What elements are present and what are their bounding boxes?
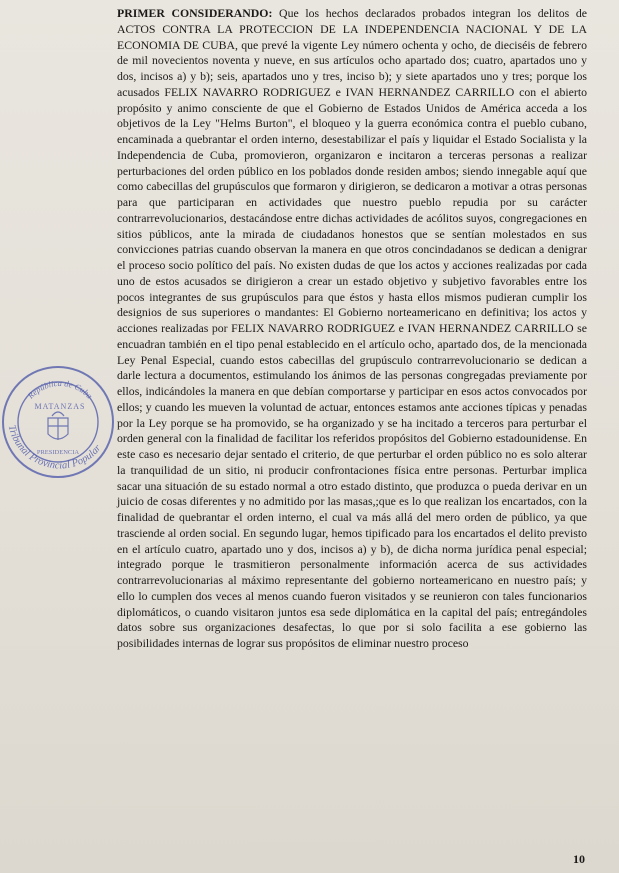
lead-heading: PRIMER CONSIDERANDO: xyxy=(117,6,273,20)
coat-of-arms-icon xyxy=(48,412,68,440)
seal-lower-text: PRESIDENCIA xyxy=(36,449,80,456)
court-seal-stamp xyxy=(0,362,118,480)
page-number: 10 xyxy=(573,852,585,866)
seal-middle-text: MATANZAS xyxy=(34,402,86,411)
seal-ring-text: Tribunal Provincial Popular xyxy=(5,423,104,472)
considerando-paragraph xyxy=(117,6,587,652)
seal-top-text: República de Cuba xyxy=(25,377,95,401)
paragraph-body: Que los hechos declarados probados integran los delitos de ACTOS CONTRA LA PROTECCION DE LA INDEPENDENCIA NACIONAL Y DE LA ECONOMIA DE CUBA, que prevé la vigente Ley número ochenta y ocho, de dieciséis de febrero de mil novecientos noventa y nueve, en sus artículos ocho apartado dos; cuatro, apartados uno y dos, incisos a) y b); seis, apartados uno y tres, inciso b); y siete apartados uno y tres; porque los acusados FELIX NAVARRO RODRIGUEZ e IVAN HERNANDEZ CARRILLO con el abierto propósito y animo consciente de que el Gobierno de Estados Unidos de América acceda a los objetivos de la Ley "Helms Burton", el bloqueo y la guerra económica contra el pueblo cubano, encaminada a quebrantar el orden interno, desestabilizar el país y liquidar el Estado Socialista y la Independencia de Cuba, promovieron, organizaron e incitaron a terceras personas a realizar perturbaciones del orden público en los poblados donde residen ambos; siendo innegable aquí que como cabecillas del grupúsculos que formaron y dirigieron, se dedicaron a motivar a otras personas para que participaran en actividades que nuestro pueblo repudia por su carácter contrarrevolucionarios, destacándose entre dichas actividades de acólitos suyos, congregaciones en sitios públicos, ante la mirada de ciudadanos honestos que se sentían molestados en sus convicciones patrias cuando observan la manera en que otros concindadanos se dedican a denigrar el proceso socio político del país. No existen dudas de que los actos y acciones realizadas por cada uno de estos acusados se dirigieron a crear un estado objetivo y subjetivo favorables entre los pocos integrantes de sus grupúsculos para que éstos y hasta ellos mismos pudieran cumplir los designios de sus superiores o mandantes: El Gobierno norteamericano en definitiva; los actos y acciones realizadas por FELIX NAVARRO RODRIGUEZ e IVAN HERNANDEZ CARRILLO se encuadran también en el tipo penal establecido en el artículo ocho, apartado dos, de la mencionada Ley Penal Especial, cuando estos cabecillas del grupúsculo contrarrevolucionario se dedican a darle lectura a documentos, estimulando los ánimos de las personas congregadas previamente por ellos, indicándoles la manera en que debían comportarse y participar en esos actos convocados por ellos; y cuando les mueven la voluntad de actuar, entonces estamos ante acciones típicas y penadas por la Ley porque se ha promovido, se ha organizado y se ha incitado a terceros para perturbar el orden general con la finalidad de facilitar los referidos propósitos del Gobierno estadounidense. En este caso es necesario dejar sentado el criterio, de que perturbar el orden público no es solo alterar la tranquilidad de un sitio, ni producir confrontaciones física entre personas. Perturbar implica sacar una situación de su estado normal a otro estado distinto, que produzca o pueda derivar en un juicio de cosas diferentes y no admitido por las masas,;que es lo que realizan los encartados, con la finalidad de quebrantar el orden interno, el cual va más allá del mero orden de público, ya que trasciende al orden social. En segundo lugar, hemos tipificado para los encartados el delito previsto en el artículo cuatro, apartado uno y dos, incisos a) y b), de dicha norma jurídica penal especial; integrado porque le trasmitieron personalmente información acerca de sus actividades contrarrevolucionarias al máximo representante del gobierno norteamericano en nuestro país; y ello lo cumplen dos veces al menos cuando fueron visitados y se reunieron con tales funcionarios diplomáticos, o cuando visitaron juntos esa sede diplomática en la capital del país; entregándoles datos sobre sus organizaciones desafectas, lo que por si solo facilita a ese gobierno las posibilidades internas de lograr sus propósitos de eliminar nuestro proceso xyxy=(117,6,587,650)
